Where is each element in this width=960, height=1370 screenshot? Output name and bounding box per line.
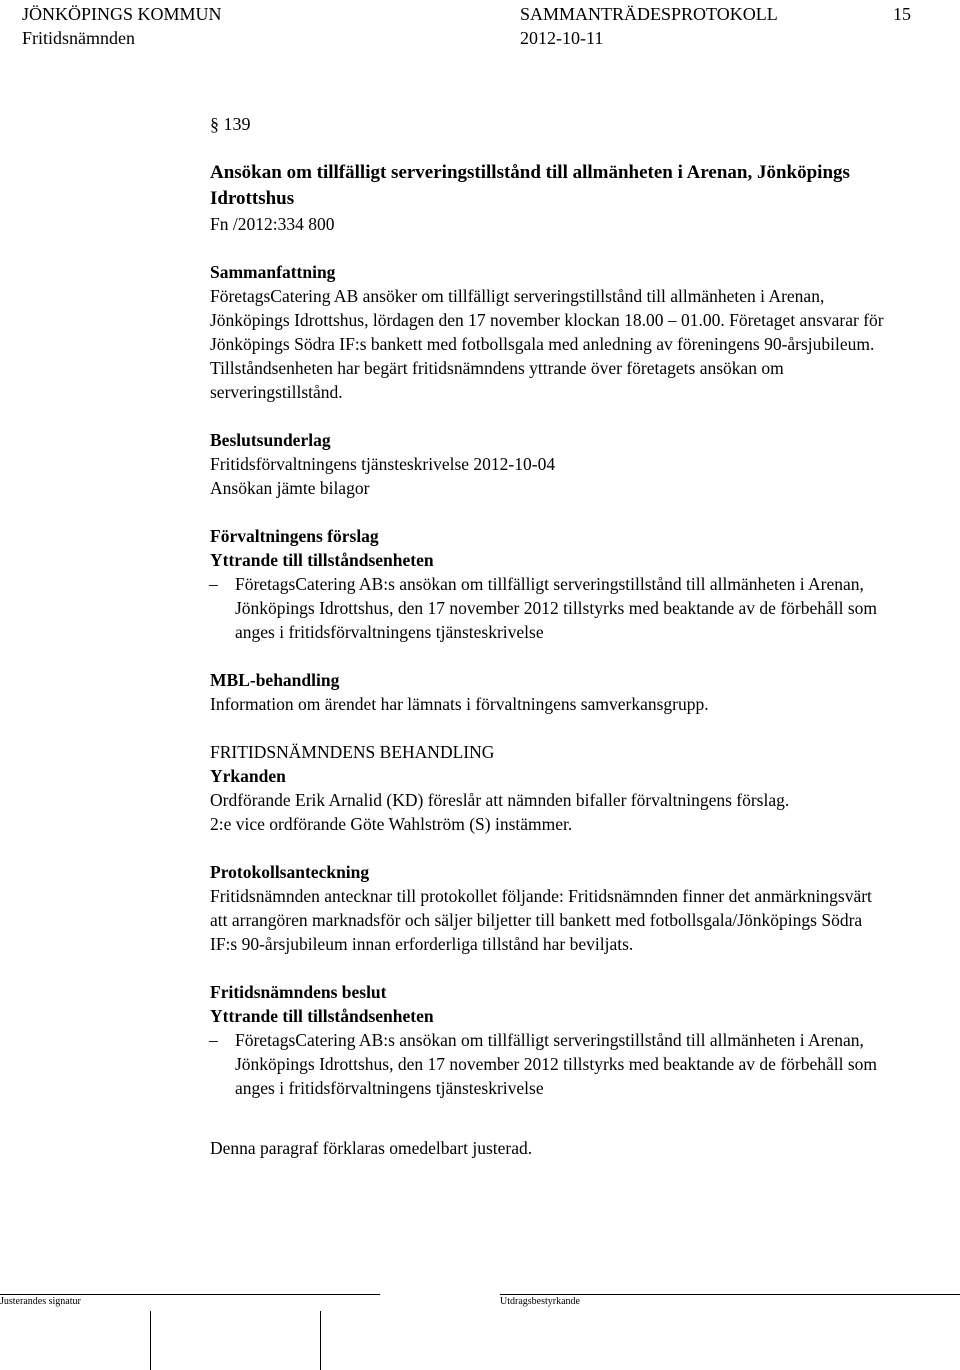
- section-number: § 139: [210, 114, 251, 134]
- protocol-body: [210, 112, 890, 1160]
- claims-line: 2:e vice ordförande Göte Wahlström (S) instämmer.: [210, 814, 573, 834]
- claims-line: Ordförande Erik Arnalid (KD) föreslår att nämnden bifaller förvaltningens förslag.: [210, 790, 790, 810]
- mbl-heading: MBL-behandling: [210, 670, 340, 690]
- basis-item: Ansökan jämte bilagor: [210, 478, 370, 498]
- certification-label: Utdragsbestyrkande: [500, 1296, 580, 1307]
- summary-text: FöretagsCatering AB ansöker om tillfälligt serveringstillstånd till allmänheten i Arenan, Jönköpings Idrottshus, lördagen den 17 november klockan 18.00 – 01.00. Företaget ansvarar för Jönköpings Södra IF:s bankett med fotbollsgala med anledning av föreningens 90-årsjubileum. Tillståndsenheten har begärt fritidsnämndens yttrande över företagets ansökan om serveringstillstånd.: [210, 286, 884, 402]
- summary-heading: Sammanfattning: [210, 262, 336, 282]
- claims-heading: Yrkanden: [210, 766, 286, 786]
- note-text: Fritidsnämnden antecknar till protokollet följande: Fritidsnämnden finner det anmärkningsvärt att arrangören marknadsför och säljer biljetter till bankett med fotbollsgala/Jönköpings Södra IF:s 90-årsjubileum innan erforderliga tillstånd har beviljats.: [210, 886, 872, 954]
- signature-box-divider: [320, 1311, 321, 1370]
- dash-bullet: –: [209, 574, 218, 594]
- decision-list-item: [209, 1028, 890, 1100]
- header-committee: Fritidsnämnden: [22, 28, 135, 48]
- proposal-list-item: [209, 572, 890, 644]
- proposal-heading: Förvaltningens förslag: [210, 526, 379, 546]
- treatment-heading: FRITIDSNÄMNDENS BEHANDLING: [210, 742, 495, 762]
- dash-bullet: –: [209, 1030, 218, 1050]
- decision-heading: Fritidsnämndens beslut: [210, 982, 387, 1002]
- basis-heading: Beslutsunderlag: [210, 430, 331, 450]
- note-heading: Protokollsanteckning: [210, 862, 370, 882]
- case-number: Fn /2012:334 800: [210, 214, 335, 234]
- header-page-number: 15: [893, 4, 911, 24]
- signature-label: Justerandes signatur: [0, 1296, 81, 1307]
- footer-rule-left: [0, 1294, 380, 1295]
- header-document-title: SAMMANTRÄDESPROTOKOLL: [520, 4, 778, 24]
- proposal-text: FöretagsCatering AB:s ansökan om tillfälligt serveringstillstånd till allmänheten i Arenan, Jönköpings Idrottshus, den 17 november 2012 tillstyrks med beaktande av de förbehåll som anges i fritidsförvaltningens tjänsteskrivelse: [235, 574, 878, 642]
- footer-rule-right: [500, 1294, 960, 1295]
- header-organization: JÖNKÖPINGS KOMMUN: [22, 4, 222, 24]
- proposal-subheading: Yttrande till tillståndsenheten: [210, 550, 434, 570]
- mbl-text: Information om ärendet har lämnats i förvaltningens samverkansgrupp.: [210, 694, 709, 714]
- closing-statement: Denna paragraf förklaras omedelbart justerad.: [210, 1138, 533, 1158]
- basis-item: Fritidsförvaltningens tjänsteskrivelse 2012-10-04: [210, 454, 556, 474]
- section-title: Ansökan om tillfälligt serveringstillstånd till allmänheten i Arenan, Jönköpings Idrottshus: [210, 162, 850, 209]
- header-date: 2012-10-11: [520, 28, 604, 48]
- decision-subheading: Yttrande till tillståndsenheten: [210, 1006, 434, 1026]
- signature-box-divider: [150, 1311, 151, 1370]
- decision-text: FöretagsCatering AB:s ansökan om tillfälligt serveringstillstånd till allmänheten i Arenan, Jönköpings Idrottshus, den 17 november 2012 tillstyrks med beaktande av de förbehåll som anges i fritidsförvaltningens tjänsteskrivelse: [235, 1030, 878, 1098]
